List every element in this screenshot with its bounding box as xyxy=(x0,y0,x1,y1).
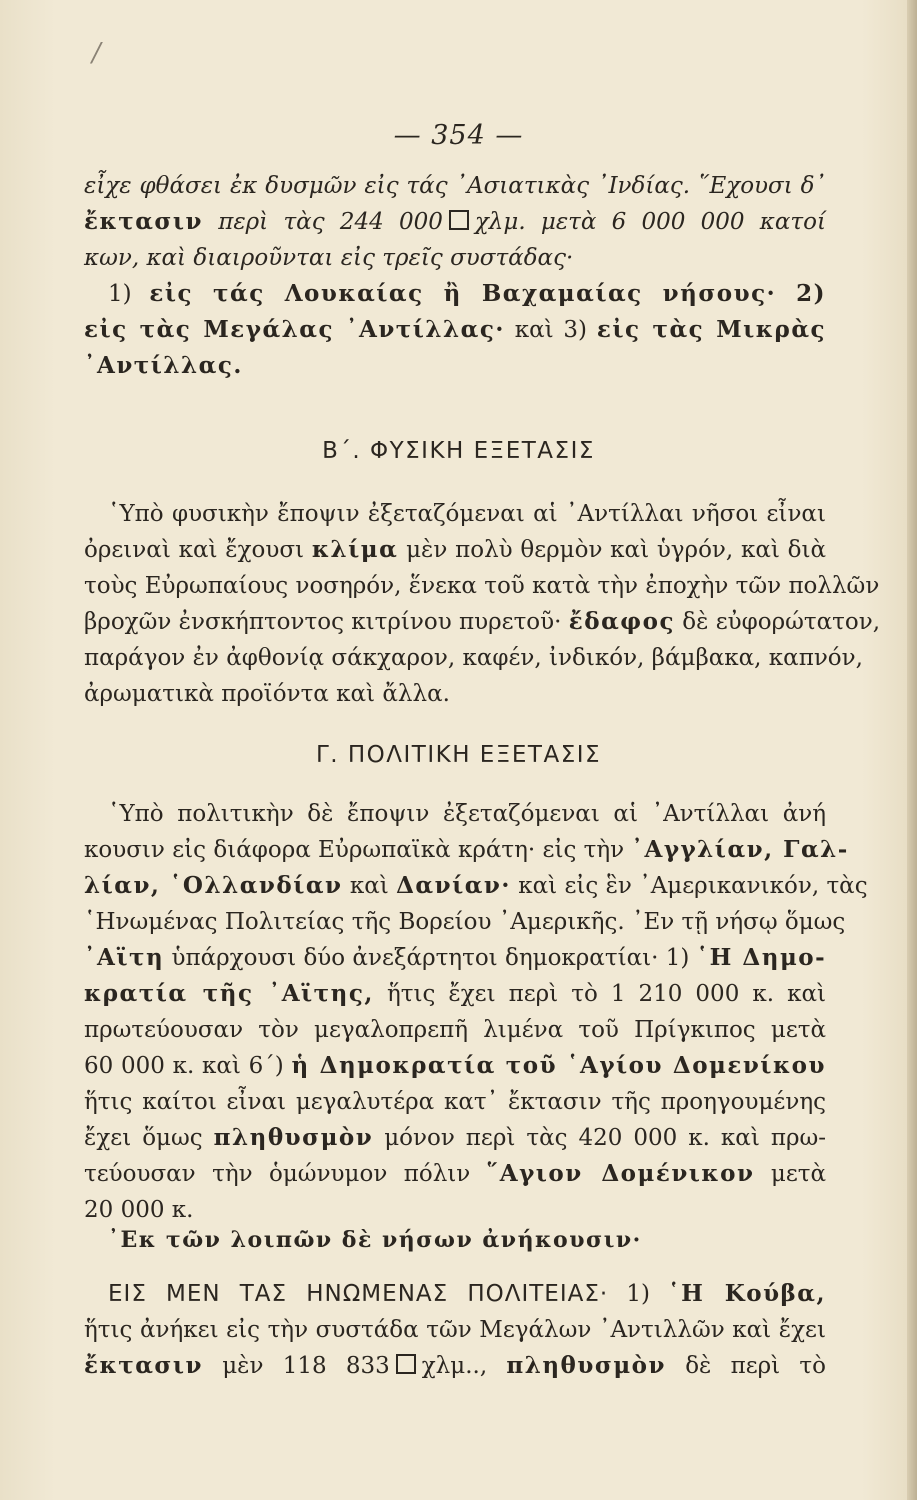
square-symbol-icon xyxy=(396,1354,416,1374)
bold-country: λίαν, ῾Ολλανδίαν xyxy=(84,872,343,899)
bold-island-group: εἰς τάς Λουκαίας ἢ Βαχαμαίας νήσους· 2) xyxy=(149,280,826,307)
text-line xyxy=(84,1348,826,1384)
bold-city: ῞Αγιον Δομένικον xyxy=(486,1160,755,1187)
text-line: ῾Ηνωμένας Πολιτείας τῆς Βορείου ᾿Αμερικῆς. ᾿Εν τῇ νήσῳ ὅμως xyxy=(84,909,846,935)
text-line xyxy=(84,312,826,348)
area-value: μὲν 118 833 xyxy=(222,1353,390,1379)
text-span: ἔχει ὅμως xyxy=(84,1125,203,1151)
bold-republic: ἡ Δημοκρατία τοῦ ῾Αγίου Δομενίκου xyxy=(291,1052,826,1079)
text-line xyxy=(84,868,868,904)
political-paragraph xyxy=(84,796,868,1228)
text-span: βροχῶν ἐνσκήπτοντος κιτρίνου πυρετοῦ· xyxy=(84,609,562,635)
pencil-mark: / xyxy=(92,38,101,68)
section-heading-political: Γ. ΠΟΛΙΤΙΚΗ ΕΞΕΤΑΣΙΣ xyxy=(315,742,602,768)
text-span: καὶ εἰς ἓν ᾿Αμερικανικόν, τὰς xyxy=(518,873,868,899)
bold-term-area: ἔκτασιν xyxy=(84,208,203,235)
text-line xyxy=(84,604,881,640)
bold-island-group: εἰς τὰς Μεγάλας ᾿Αντίλλας· xyxy=(84,316,505,343)
intro-paragraph xyxy=(84,168,826,384)
page-number: — 354 — xyxy=(393,120,524,151)
text-span: 60 000 κ. καὶ 6΄) xyxy=(84,1053,284,1079)
text-span: ὑπάρχουσι δύο ἀνεξάρτητοι δημοκρατίαι· 1) xyxy=(171,945,690,971)
square-symbol-icon xyxy=(449,210,469,230)
text-span: δὲ περὶ τὸ xyxy=(685,1353,826,1379)
text-line: κων, καὶ διαιροῦνται εἰς τρεῖς συστάδας· xyxy=(84,245,574,271)
united-states-paragraph xyxy=(84,1276,826,1384)
text-line xyxy=(84,204,826,240)
bold-term-soil: ἔδαφος xyxy=(568,608,675,635)
text-line: 20 000 κ. xyxy=(84,1197,194,1223)
list-number: 1) xyxy=(626,1281,650,1307)
bold-republic: ῾Η Δημο- xyxy=(696,944,827,971)
bold-term-climate: κλίμα xyxy=(311,536,399,563)
bold-term-area: ἔκτασιν xyxy=(84,1352,203,1379)
text-span: δὲ εὐφορώτατον, xyxy=(682,609,881,635)
text-line xyxy=(84,1276,826,1312)
text-line: τοὺς Εὐρωπαίους νοσηρόν, ἕνεκα τοῦ κατὰ τὴν ἐποχὴν τῶν πολλῶν xyxy=(84,573,880,599)
text-line xyxy=(84,1120,826,1156)
text-span: τεύουσαν τὴν ὁμώνυμον πόλιν xyxy=(84,1161,471,1187)
bold-term-population: πληθυσμὸν xyxy=(506,1352,666,1379)
text-line: ἥτις καίτοι εἶναι μεγαλυτέρα κατ᾿ ἔκτασιν τῆς προηγουμένης xyxy=(84,1089,826,1115)
text-line: εἶχε φθάσει ἐκ δυσμῶν εἰς τάς ᾿Ασιατικὰς ᾿Ινδίας. ῞Εχουσι δ᾿ xyxy=(84,173,826,199)
text-line xyxy=(84,1048,826,1084)
remaining-islands-paragraph xyxy=(84,1222,826,1258)
list-number: καὶ 3) xyxy=(514,317,588,343)
text-span: ὀρειναὶ καὶ ἔχουσι xyxy=(84,537,305,563)
text-line: ῾Υπὸ πολιτικὴν δὲ ἔποψιν ἐξεταζόμεναι αἱ ᾿Αντίλλαι ἀνή xyxy=(108,801,826,827)
text-span: μὲν πολὺ θερμὸν καὶ ὑγρόν, καὶ διὰ xyxy=(406,537,827,563)
text-line: πρωτεύουσαν τὸν μεγαλοπρεπῆ λιμένα τοῦ Πρίγκιπος μετὰ xyxy=(84,1017,826,1043)
section-subheading: ΕΙΣ ΜΕΝ ΤΑΣ ΗΝΩΜΕΝΑΣ ΠΟΛΙΤΕΙΑΣ· xyxy=(108,1281,609,1307)
area-unit-text: χλμ.., xyxy=(421,1353,488,1379)
physical-paragraph xyxy=(84,496,881,712)
list-number: 1) xyxy=(108,281,132,307)
text-line: ᾿Αντίλλας. xyxy=(84,352,243,379)
text-line xyxy=(84,976,826,1012)
bold-island: ῾Η Κούβα, xyxy=(668,1280,827,1307)
text-line xyxy=(84,832,849,868)
bold-island-group: εἰς τὰς Μικρὰς xyxy=(596,316,827,343)
bold-republic: κρατία τῆς ᾿Αϊτης, xyxy=(84,980,374,1007)
text-span: μόνον περὶ τὰς 420 000 κ. καὶ πρω- xyxy=(384,1125,827,1151)
bold-island: ᾿Αϊτη xyxy=(84,944,165,971)
text-line: παράγον ἐν ἀφθονίᾳ σάκχαρον, καφέν, ἰνδικόν, βάμβακα, καπνόν, xyxy=(84,645,863,671)
bold-country: ᾿Αγγλίαν, Γαλ- xyxy=(631,836,849,863)
text-line xyxy=(84,276,826,312)
bold-term-population: πληθυσμὸν xyxy=(213,1124,374,1151)
bold-country: Δανίαν· xyxy=(396,872,511,899)
text-line: ῾Υπὸ φυσικὴν ἔποψιν ἐξεταζόμεναι αἱ ᾿Αντίλλαι νῆσοι εἶναι xyxy=(108,501,826,527)
section-heading-physical: Β΄. ΦΥΣΙΚΗ ΕΞΕΤΑΣΙΣ xyxy=(322,438,595,464)
area-unit-text: χλμ. μετὰ 6 000 000 κατοί xyxy=(474,209,827,235)
text-span: μετὰ xyxy=(770,1161,827,1187)
text-span: ἥτις ἔχει περὶ τὸ 1 210 000 κ. καὶ xyxy=(386,981,827,1007)
text-line xyxy=(84,532,826,568)
text-line xyxy=(84,940,826,976)
text-line: ἀρωματικὰ προϊόντα καὶ ἄλλα. xyxy=(84,681,450,707)
text-line: ἥτις ἀνήκει εἰς τὴν συστάδα τῶν Μεγάλων ᾿Αντιλλῶν καὶ ἔχει xyxy=(84,1317,826,1343)
text-line xyxy=(84,1156,826,1192)
text-span: καὶ xyxy=(349,873,389,899)
text-line: ᾿Εκ τῶν λοιπῶν δὲ νήσων ἀνήκουσιν· xyxy=(108,1227,642,1253)
text-span: κουσιν εἰς διάφορα Εὐρωπαϊκὰ κράτη· εἰς τὴν xyxy=(84,837,625,863)
area-value: περὶ τὰς 244 000 xyxy=(218,209,443,235)
